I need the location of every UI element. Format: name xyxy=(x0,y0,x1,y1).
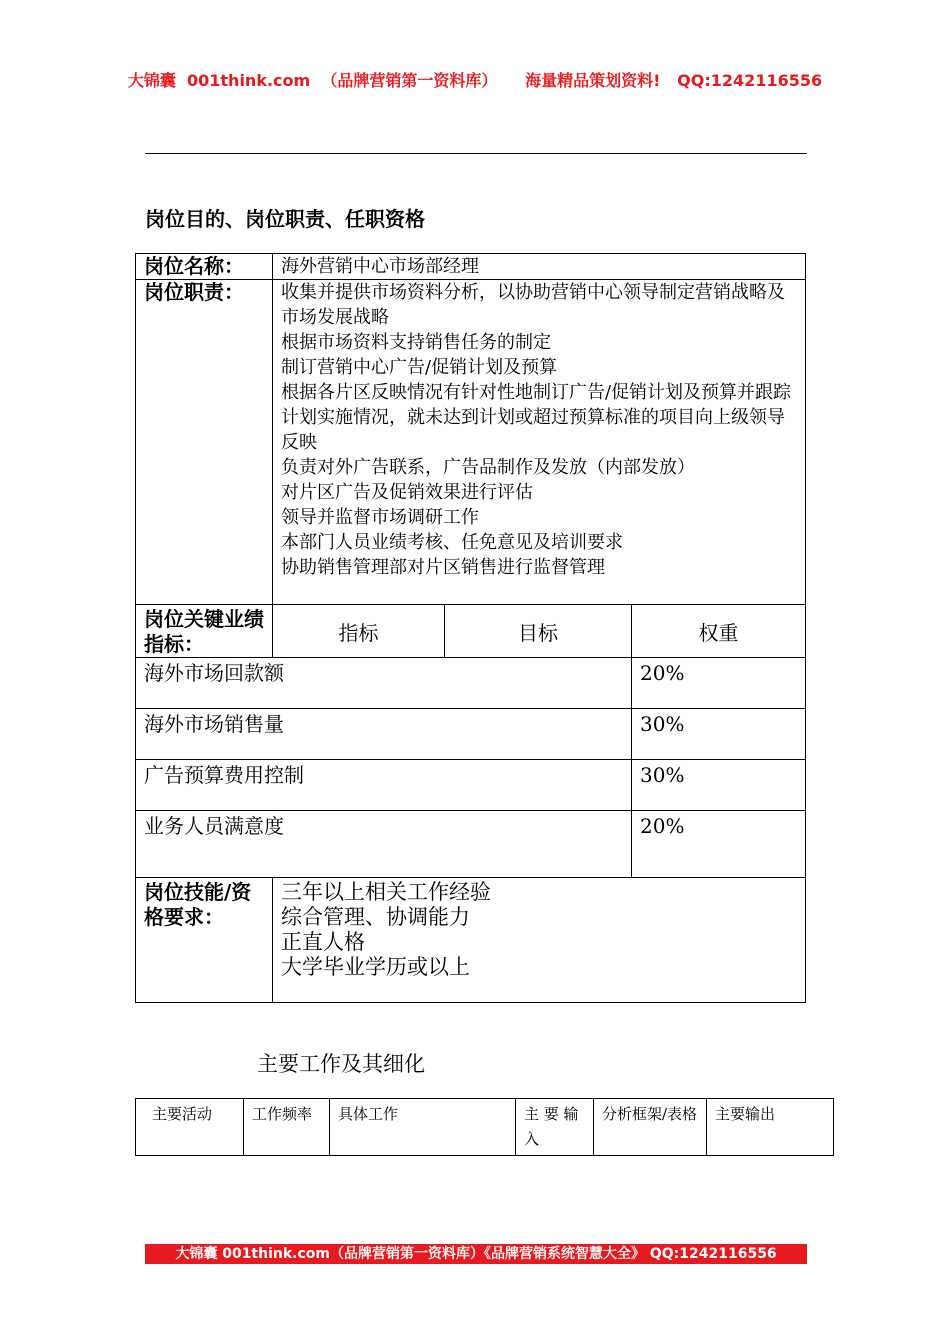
duty-item: 根据市场资料支持销售任务的制定 xyxy=(281,332,551,353)
header-divider xyxy=(145,153,807,154)
kpi-name: 海外市场回款额 xyxy=(136,658,632,709)
kpi-name: 业务人员满意度 xyxy=(136,811,632,878)
duty-item: 对片区广告及促销效果进行评估 xyxy=(281,482,533,503)
work-col-header: 工作频率 xyxy=(244,1099,330,1156)
work-col-header: 主要活动 xyxy=(136,1099,244,1156)
position-name-value: 海外营销中心市场部经理 xyxy=(273,254,806,280)
footer-banner: 大锦囊 001think.com（品牌营销第一资料库）《品牌营销系统智慧大全》 QQ:1242116556 xyxy=(145,1244,807,1264)
duty-item: 负责对外广告联系，广告品制作及发放（内部发放） xyxy=(281,457,695,478)
work-section-title: 主要工作及其细化 xyxy=(257,1052,425,1076)
section-title: 岗位目的、岗位职责、任职资格 xyxy=(145,207,425,231)
kpi-header-target: 目标 xyxy=(445,605,632,658)
duty-item: 根据各片区反映情况有针对性地制订广告/促销计划及预算并跟踪计划实施情况，就未达到计划或超过预算标准的项目向上级领导反映 xyxy=(281,382,792,453)
duty-item: 制订营销中心广告/促销计划及预算 xyxy=(281,357,558,378)
duties-label: 岗位职责： xyxy=(136,280,273,605)
work-col-header: 主 要 输 入 xyxy=(516,1099,594,1156)
kpi-header-weight: 权重 xyxy=(632,605,806,658)
skill-item: 大学毕业学历或以上 xyxy=(281,955,470,979)
kpi-weight: 30% xyxy=(632,760,806,811)
kpi-weight: 30% xyxy=(632,709,806,760)
header-banner: 大锦囊 001think.com （品牌营销第一资料库） 海量精品策划资料! QQ:1242116556 xyxy=(127,71,823,90)
duty-item: 协助销售管理部对片区销售进行监督管理 xyxy=(281,557,605,578)
skills-label: 岗位技能/资格要求： xyxy=(136,878,273,1003)
kpi-name: 广告预算费用控制 xyxy=(136,760,632,811)
skill-item: 综合管理、协调能力 xyxy=(281,905,470,929)
kpi-header-indicator: 指标 xyxy=(273,605,445,658)
work-col-header: 分析框架/表格 xyxy=(594,1099,707,1156)
duties-list xyxy=(273,280,806,605)
work-col-header: 具体工作 xyxy=(330,1099,516,1156)
kpi-weight: 20% xyxy=(632,658,806,709)
skill-item: 正直人格 xyxy=(281,930,365,954)
skill-item: 三年以上相关工作经验 xyxy=(281,880,491,904)
skills-list xyxy=(273,878,806,1003)
duty-item: 收集并提供市场资料分析，以协助营销中心领导制定营销战略及市场发展战略 xyxy=(281,282,785,328)
kpi-name: 海外市场销售量 xyxy=(136,709,632,760)
duty-item: 本部门人员业绩考核、任免意见及培训要求 xyxy=(281,532,623,553)
position-name-label: 岗位名称： xyxy=(136,254,273,280)
kpi-label: 岗位关键业绩指标： xyxy=(136,605,273,658)
work-col-header: 主要输出 xyxy=(707,1099,834,1156)
position-table xyxy=(135,253,806,1003)
duty-item: 领导并监督市场调研工作 xyxy=(281,507,479,528)
work-table xyxy=(135,1098,834,1156)
kpi-weight: 20% xyxy=(632,811,806,878)
